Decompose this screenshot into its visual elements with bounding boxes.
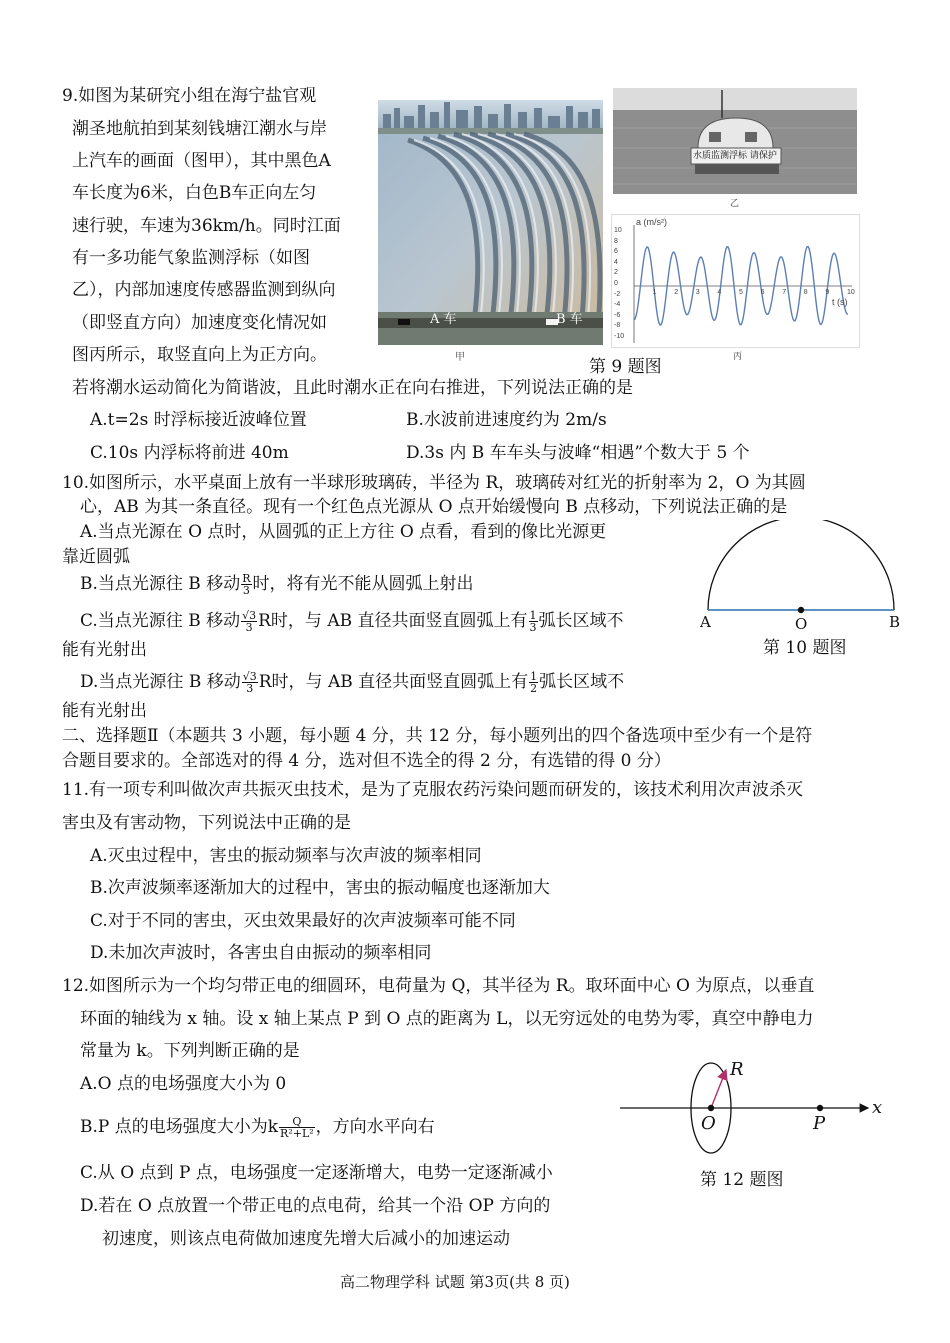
graph-x-tick: 9: [825, 289, 830, 296]
q12-option-b[interactable]: B.P 点的电场强度大小为k $\frac{Q}{\text{R²+L²}}$ ，方向水平向右: [80, 1115, 435, 1140]
q12-stem: 12.如图所示为一个均匀带正电的细圆环，电荷量为 Q，其半径为 R。取环面中心 O 为原点，以垂直: [62, 976, 815, 996]
q10-stem: 10.如图所示，水平桌面上放有一半球形玻璃砖，半径为 R，玻璃砖对红光的折射率为 2，O 为其圆: [62, 473, 806, 493]
q9-line: 乙），内部加速度传感器监测到纵向: [72, 280, 336, 300]
graph-y-tick: 8: [614, 237, 618, 245]
ring-r-label: R: [730, 1059, 744, 1080]
q11-stem: 11.有一项专利叫做次声共振灭虫技术，是为了克服农药污染问题而研发的，该技术利用次声波杀灭: [62, 780, 804, 800]
graph-x-tick: 6: [760, 289, 765, 296]
page-footer: 高二物理学科 试题 第3页(共 8 页): [340, 1273, 570, 1291]
q9-line: 9.如图为某研究小组在海宁盐官观: [62, 86, 317, 106]
graph-x-tick: 2: [674, 289, 679, 296]
q10-option-d[interactable]: D.当点光源往 B 移动 $\frac{√3}{3}$ R时，与 AB 直径共面竖直圆弧上有 $\frac{1}{2}$ 弧长区域不: [80, 670, 625, 695]
tide-photo-image: [378, 100, 603, 345]
car-b-label: B 车: [556, 312, 583, 327]
graph-x-tick: 8: [803, 289, 808, 296]
q12-figure: [618, 1056, 896, 1166]
q9-figure-yi: [613, 88, 857, 194]
graph-y-tick: -6: [614, 311, 621, 319]
q10-option-b[interactable]: B.当点光源往 B 移动 $\frac{R}{3}$ 时，将有光不能从圆弧上射出: [80, 572, 474, 597]
q9-line: 有一多功能气象监测浮标（如图: [72, 248, 310, 268]
section-2-header: 合题目要求的。全部选对的得 4 分，选对但不选全的得 2 分，有选错的得 0 分）: [62, 751, 671, 771]
q11-option-a[interactable]: A.灭虫过程中，害虫的振动频率与次声波的频率相同: [90, 846, 482, 866]
q12-option-d-cont: 初速度，则该点电荷做加速度先增大后减小的加速运动: [102, 1229, 510, 1249]
q10-option-c-cont: 能有光射出: [62, 640, 147, 660]
q9-option-c[interactable]: C.10s 内浮标将前进 40m: [90, 443, 289, 463]
q9-figure-caption: 第 9 题图: [589, 357, 662, 377]
q11-option-b[interactable]: B.次声波频率逐渐加大的过程中，害虫的振动幅度也逐渐加大: [90, 878, 550, 898]
q11-option-d[interactable]: D.未加次声波时，各害虫自由振动的频率相同: [90, 943, 432, 963]
q12-stem: 环面的轴线为 x 轴。设 x 轴上某点 P 到 O 点的距离为 L，以无穷远处的电势为零，真空中静电力: [80, 1009, 814, 1029]
graph-y-tick: 2: [614, 269, 618, 277]
graph-x-tick: 5: [739, 289, 743, 296]
graph-x-tick: 10: [847, 289, 855, 296]
fraction-sqrt3-over-3: $\frac{√3}{3}$: [242, 670, 257, 695]
graph-x-tick: 7: [782, 289, 787, 296]
acceleration-graph: [612, 215, 859, 347]
point-p: [817, 1105, 823, 1111]
label-yi: 乙: [730, 198, 740, 208]
graph-y-tick: -4: [614, 301, 621, 309]
ring-p-label: P: [813, 1113, 826, 1134]
buoy-sign: 水质监测浮标 请保护: [693, 151, 777, 161]
q10-figure: [696, 520, 906, 633]
q9-figure-jia: [378, 100, 603, 345]
buoy-photo-image: [613, 88, 857, 194]
q12-option-a[interactable]: A.O 点的电场强度大小为 0: [80, 1074, 287, 1094]
q9-line: （即竖直方向）加速度变化情况如: [72, 313, 327, 333]
car-a-shape: [398, 319, 410, 325]
q12-option-d[interactable]: D.若在 O 点放置一个带正电的点电荷，给其一个沿 OP 方向的: [80, 1196, 551, 1216]
graph-y-tick: -8: [614, 322, 621, 330]
radius-arrow: [711, 1070, 726, 1108]
origin-point: [708, 1105, 714, 1111]
q12-stem: 常量为 k。下列判断正确的是: [80, 1041, 300, 1061]
q10-option-a-cont: 靠近圆弧: [62, 547, 130, 567]
q9-option-a[interactable]: A.t=2s 时浮标接近波峰位置: [90, 410, 307, 430]
graph-x-tick: 4: [717, 289, 722, 296]
section-2-header: 二、选择题Ⅱ（本题共 3 小题，每小题 4 分，共 12 分，每小题列出的四个备选项中至少有一个是符: [62, 726, 813, 746]
label-jia: 甲: [455, 352, 465, 363]
ring-o-label: O: [701, 1113, 716, 1134]
fraction-1-over-2: $\frac{1}{2}$: [530, 670, 538, 695]
graph-y-tick: 0: [614, 280, 618, 287]
q9-option-d[interactable]: D.3s 内 B 车车头与波峰“相遇”个数大于 5 个: [406, 443, 750, 463]
q11-stem: 害虫及有害动物，下列说法中正确的是: [62, 813, 351, 833]
graph-y-tick: 4: [614, 258, 618, 266]
fraction-r-over-3: $\frac{R}{3}$: [242, 572, 251, 597]
q9-line: 速行驶，车速为36km/h。同时江面: [72, 216, 341, 236]
car-a-label: A 车: [430, 312, 457, 327]
graph-ylabel: a (m/s²): [636, 217, 667, 227]
fraction-1-over-3: $\frac{1}{3}$: [529, 609, 537, 634]
q11-option-c[interactable]: C.对于不同的害虫，灭虫效果最好的次声波频率可能不同: [90, 911, 516, 931]
q10-figure-caption: 第 10 题图: [763, 638, 847, 658]
graph-xlabel: t (s): [832, 297, 848, 307]
graph-x-tick: 3: [695, 289, 700, 296]
hemisphere-arc: [708, 520, 894, 610]
q10-option-a[interactable]: A.当点光源在 O 点时，从圆弧的正上方往 O 点看，看到的像比光源更: [80, 522, 607, 542]
point-b-label: B: [889, 613, 901, 631]
q10-option-d-cont: 能有光射出: [62, 701, 147, 721]
q10-option-c[interactable]: C.当点光源往 B 移动 $\frac{√3}{3}$ R时，与 AB 直径共面竖直圆弧上有 $\frac{1}{3}$ 弧长区域不: [80, 609, 624, 634]
graph-y-tick: -2: [614, 290, 621, 298]
graph-y-tick: 6: [614, 248, 618, 256]
q12-option-c[interactable]: C.从 O 点到 P 点，电场强度一定逐渐增大，电势一定逐渐减小: [80, 1163, 553, 1183]
q9-line: 图丙所示，取竖直向上为正方向。: [72, 345, 327, 365]
point-o-label: O: [795, 615, 808, 633]
q12-figure-caption: 第 12 题图: [700, 1170, 784, 1190]
q9-option-b[interactable]: B.水波前进速度约为 2m/s: [406, 410, 607, 430]
q9-line: 上汽车的画面（图甲），其中黑色A: [72, 151, 331, 171]
fraction-q-over-r2-l2: $\frac{Q}{\text{R²+L²}}$: [280, 1115, 314, 1140]
q9-stem-end: 若将潮水运动简化为简谐波，且此时潮水正在向右推进，下列说法正确的是: [72, 378, 633, 398]
ring-x-label: x: [872, 1097, 883, 1118]
q9-line: 潮圣地航拍到某刻钱塘江潮水与岸: [72, 119, 327, 139]
q9-line: 车长度为6米，白色B车正向左匀: [72, 183, 317, 203]
point-a-label: A: [700, 613, 711, 631]
q10-stem: 心，AB 为其一条直径。现有一个红色点光源从 O 点开始缓慢向 B 点移动，下列说法正确的是: [80, 497, 788, 517]
q9-figure-bing: [611, 214, 860, 348]
graph-y-tick: 10: [614, 227, 622, 234]
label-bing: 丙: [733, 351, 743, 361]
fraction-sqrt3-over-3: $\frac{√3}{3}$: [242, 609, 257, 634]
charged-ring-diagram: [618, 1056, 896, 1166]
graph-x-tick: 1: [652, 289, 657, 296]
graph-y-tick: -10: [614, 333, 625, 340]
